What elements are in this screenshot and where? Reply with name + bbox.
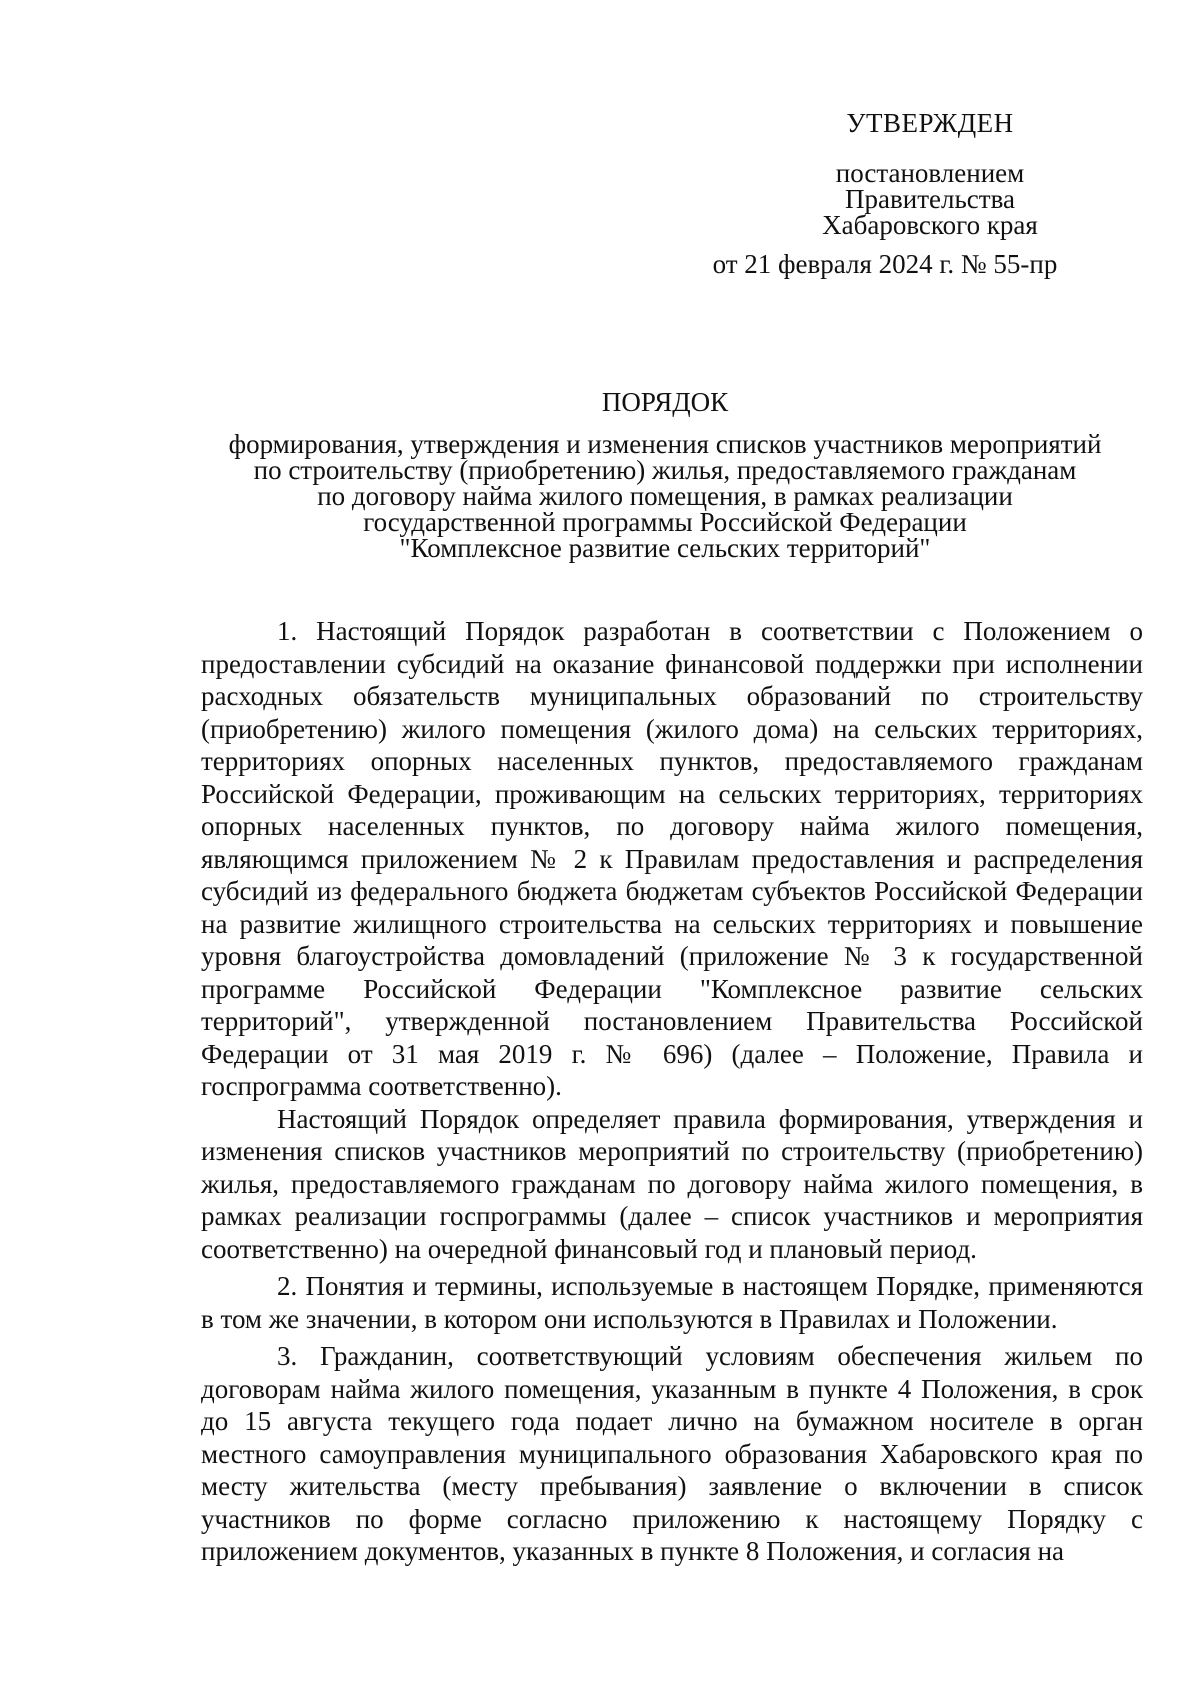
paragraph-3: 3. Гражданин, соответствующий условиям обеспечения жильем по договорам найма жилого помещения, указанным в пункте 4 Положения, в срок до 15 августа текущего года подает лично на бумажном носителе в орган местного самоуправления муниципального образования Хабаровского края по месту жительства (месту пребывания) заявление о включении в список участников по форме согласно приложению к настоящему Порядку с приложением документов, указанных в пункте 8 Положения, и согласия на xyxy=(201,1341,1143,1566)
paragraph-1-continued: Настоящий Порядок определяет правила формирования, утверждения и изменения списков участников мероприятий по строительству (приобретению) жилья, предоставляемого гражданам по договору найма жилого помещения, в рамках реализации госпрограммы (далее – список участников и мероприятия соответственно) на очередной финансовый год и плановый период. xyxy=(201,1103,1143,1264)
document-body xyxy=(201,615,1143,1568)
document-subtitle-line: по строительству (приобретению) жилья, предоставляемого гражданам xyxy=(253,455,1077,485)
approval-line: Правительства xyxy=(845,184,1015,214)
document-subtitle-line: формирования, утверждения и изменения списков участников мероприятий xyxy=(228,429,1102,459)
paragraph-2: 2. Понятия и термины, используемые в настоящем Порядке, применяются в том же значении, в котором они используются в Правилах и Положении. xyxy=(201,1271,1143,1334)
approval-line: постановлением xyxy=(835,158,1025,188)
document-subtitle-line: государственной программы Российской Федерации xyxy=(363,507,967,537)
paragraph-1: 1. Настоящий Порядок разработан в соответствии с Положением о предоставлении субсидий на оказание финансовой поддержки при исполнении расходных обязательств муниципальных образований по строительству (приобретению) жилого помещения (жилого дома) на сельских территориях, территориях опорных населенных пунктов, предоставляемого гражданам Российской Федерации, проживающим на сельских территориях, территориях опорных населенных пунктов, по договору найма жилого помещения, являющимся приложением № 2 к Правилам предоставления и распределения субсидий из федерального бюджета бюджетам субъектов Российской Федерации на развитие жилищного строительства на сельских территориях и повышение уровня благоустройства домовладений (приложение № 3 к государственной программе Российской Федерации "Комплексное развитие сельских территорий", утвержденной постановлением Правительства Российской Федерации от 31 мая 2019 г. № 696) (далее – Положение, Правила и госпрограмма соответственно). xyxy=(201,616,1143,1101)
approval-date: от 21 февраля 2024 г. № 55-пр xyxy=(712,249,1058,279)
document-heading xyxy=(200,385,1130,561)
approval-stamp xyxy=(712,106,1100,280)
document-title: ПОРЯДОК xyxy=(601,387,729,417)
approval-title: УТВЕРЖДЕН xyxy=(846,108,1014,138)
document-subtitle-line: по договору найма жилого помещения, в рамках реализации xyxy=(317,481,1013,511)
approval-line: Хабаровского края xyxy=(822,210,1038,240)
document-subtitle-line: "Комплексное развитие сельских территорий" xyxy=(399,533,931,563)
